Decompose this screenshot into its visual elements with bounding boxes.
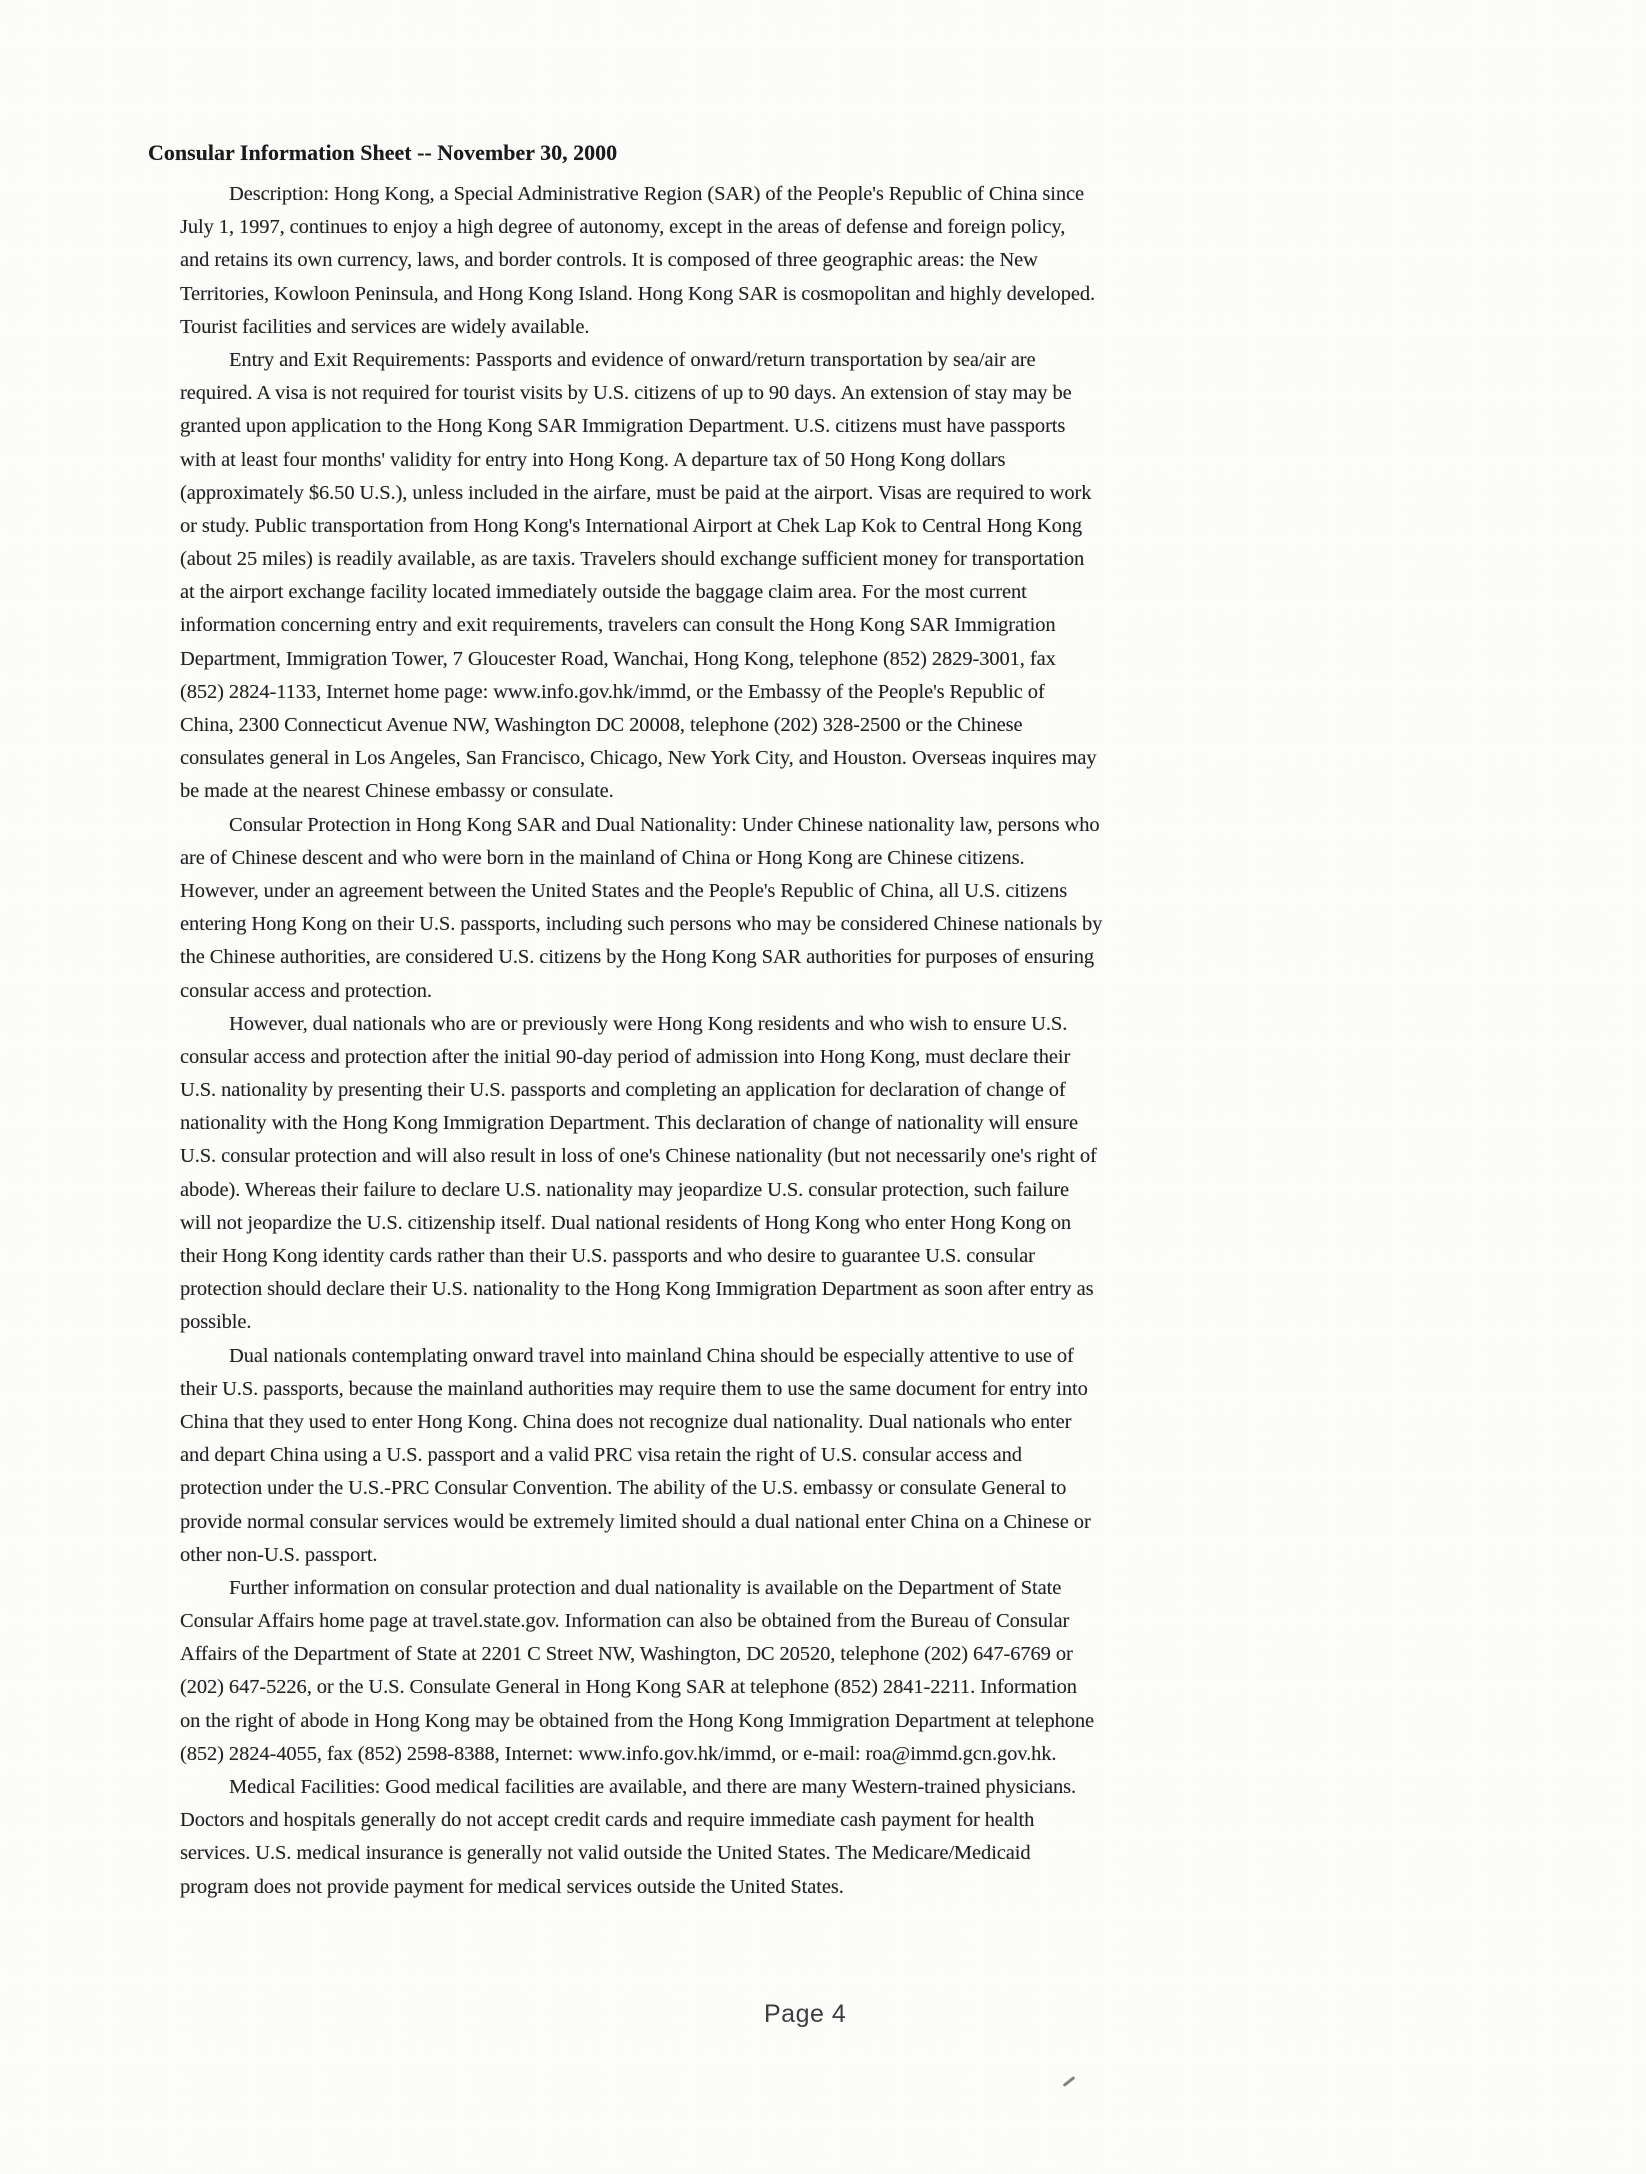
text-line: (approximately $6.50 U.S.), unless included in the airfare, must be paid at the airport. Visas are required to work (180, 481, 1092, 504)
text-line: and retains its own currency, laws, and border controls. It is composed of three geographic areas: the New (180, 249, 1038, 272)
text-line: U.S. consular protection and will also result in loss of one's Chinese nationality (but not necessarily one's right of (180, 1145, 1097, 1168)
text-line: information concerning entry and exit requirements, travelers can consult the Hong Kong SAR Immigration (180, 614, 1056, 637)
paragraph (180, 1572, 1098, 1771)
text-line: China that they used to enter Hong Kong. China does not recognize dual nationality. Dual nationals who enter (180, 1410, 1072, 1433)
text-line: Description: Hong Kong, a Special Administrative Region (SAR) of the People's Republic of China since (229, 183, 1085, 205)
text-line: (202) 647-5226, or the U.S. Consulate General in Hong Kong SAR at telephone (852) 2841-2211. Information (180, 1676, 1077, 1699)
text-line: China, 2300 Connecticut Avenue NW, Washington DC 20008, telephone (202) 328-2500 or the Chinese (180, 714, 1023, 736)
text-line: and depart China using a U.S. passport and a valid PRC visa retain the right of U.S. consular access and (180, 1444, 1022, 1467)
text-line: July 1, 1997, continues to enjoy a high degree of autonomy, except in the areas of defense and foreign policy, (180, 216, 1066, 239)
text-line: be made at the nearest Chinese embassy or consulate. (180, 780, 614, 803)
text-line: Consular Affairs home page at travel.state.gov. Information can also be obtained from the Bureau of Consular (180, 1610, 1070, 1633)
text-line: required. A visa is not required for tourist visits by U.S. citizens of up to 90 days. An extension of stay may be (180, 382, 1072, 405)
text-line: abode). Whereas their failure to declare U.S. nationality may jeopardize U.S. consular protection, such failure (180, 1178, 1070, 1201)
page-number: Page 4 (764, 2000, 847, 2028)
text-line: protection under the U.S.-PRC Consular Convention. The ability of the U.S. embassy or consulate General to (180, 1477, 1067, 1500)
text-line: protection should declare their U.S. nationality to the Hong Kong Immigration Department as soon after entry as (180, 1278, 1094, 1301)
text-line: consular access and protection. (180, 979, 432, 1002)
text-line: Further information on consular protection and dual nationality is available on the Department of State (229, 1576, 1062, 1599)
text-line: (about 25 miles) is readily available, as are taxis. Travelers should exchange sufficient money for transportation (180, 548, 1085, 571)
text-line: program does not provide payment for medical services outside the United States. (180, 1875, 844, 1898)
document-title: Consular Information Sheet -- November 30, 2000 (148, 140, 618, 165)
text-line: provide normal consular services would be extremely limited should a dual national enter China on a Chinese or (180, 1510, 1091, 1533)
text-line: will not jeopardize the U.S. citizenship itself. Dual national residents of Hong Kong who enter Hong Kong on (180, 1211, 1072, 1234)
paragraph (180, 809, 1103, 1008)
text-line: Dual nationals contemplating onward travel into mainland China should be especially attentive to use of (229, 1344, 1074, 1367)
paragraph (180, 1771, 1098, 1904)
text-line: at the airport exchange facility located immediately outside the baggage claim area. For the most current (180, 581, 1027, 604)
paragraph (180, 178, 1098, 344)
text-line: services. U.S. medical insurance is generally not valid outside the United States. The Medicare/Medicaid (180, 1842, 1031, 1865)
text-line: entering Hong Kong on their U.S. passports, including such persons who may be considered Chinese nationals by (180, 913, 1103, 936)
pencil-mark (1063, 2076, 1076, 2087)
text-line: However, under an agreement between the United States and the People's Republic of China, all U.S. citizens (180, 879, 1068, 902)
paragraph (180, 344, 1098, 809)
text-line: Affairs of the Department of State at 2201 C Street NW, Washington, DC 20520, telephone (202) 647-6769 or (180, 1643, 1073, 1666)
text-line: Department, Immigration Tower, 7 Gloucester Road, Wanchai, Hong Kong, telephone (852) 2829-3001, fax (180, 647, 1056, 670)
text-line: their Hong Kong identity cards rather than their U.S. passports and who desire to guarantee U.S. consular (180, 1245, 1035, 1267)
text-line: with at least four months' validity for entry into Hong Kong. A departure tax of 50 Hong Kong dollars (180, 448, 1006, 471)
text-line: (852) 2824-4055, fax (852) 2598-8388, Internet: www.info.gov.hk/immd, or e-mail: roa@immd.gcn.gov.hk. (180, 1742, 1057, 1765)
text-line: are of Chinese descent and who were born in the mainland of China or Hong Kong are Chinese citizens. (180, 846, 1025, 869)
text-line: U.S. nationality by presenting their U.S. passports and completing an application for declaration of change of (180, 1079, 1066, 1102)
text-line: other non-U.S. passport. (180, 1543, 378, 1566)
text-line: Consular Protection in Hong Kong SAR and Dual Nationality: Under Chinese nationality law, persons who (229, 813, 1100, 836)
text-line: on the right of abode in Hong Kong may be obtained from the Hong Kong Immigration Department at telephone (180, 1709, 1095, 1732)
text-line: their U.S. passports, because the mainland authorities may require them to use the same document for entry into (180, 1377, 1088, 1400)
body-text (180, 178, 1103, 1904)
text-line: Doctors and hospitals generally do not accept credit cards and require immediate cash payment for health (180, 1809, 1035, 1832)
text-line: Medical Facilities: Good medical facilities are available, and there are many Western-trained physicians. (229, 1776, 1076, 1798)
text-line: nationality with the Hong Kong Immigration Department. This declaration of change of nationality will ensure (180, 1112, 1078, 1135)
text-line: or study. Public transportation from Hong Kong's International Airport at Chek Lap Kok to Central Hong Kong (180, 514, 1083, 537)
text-line: granted upon application to the Hong Kong SAR Immigration Department. U.S. citizens must have passports (180, 415, 1066, 438)
text-line: possible. (180, 1311, 252, 1334)
text-line: consular access and protection after the initial 90-day period of admission into Hong Kong, must declare their (180, 1045, 1071, 1068)
text-line: However, dual nationals who are or previously were Hong Kong residents and who wish to ensure U.S. (229, 1012, 1068, 1035)
text-line: the Chinese authorities, are considered U.S. citizens by the Hong Kong SAR authorities for purposes of ensuring (180, 946, 1095, 969)
text-line: (852) 2824-1133, Internet home page: www.info.gov.hk/immd, or the Embassy of the People's Republic of (180, 680, 1045, 703)
text-line: Territories, Kowloon Peninsula, and Hong Kong Island. Hong Kong SAR is cosmopolitan and highly developed. (180, 282, 1096, 305)
paragraph (180, 1008, 1098, 1340)
text-line: Tourist facilities and services are widely available. (180, 315, 590, 338)
text-line: Entry and Exit Requirements: Passports and evidence of onward/return transportation by sea/air are (229, 348, 1036, 371)
paragraph (180, 1340, 1098, 1572)
text-line: consulates general in Los Angeles, San Francisco, Chicago, New York City, and Houston. Overseas inquires may (180, 747, 1097, 770)
